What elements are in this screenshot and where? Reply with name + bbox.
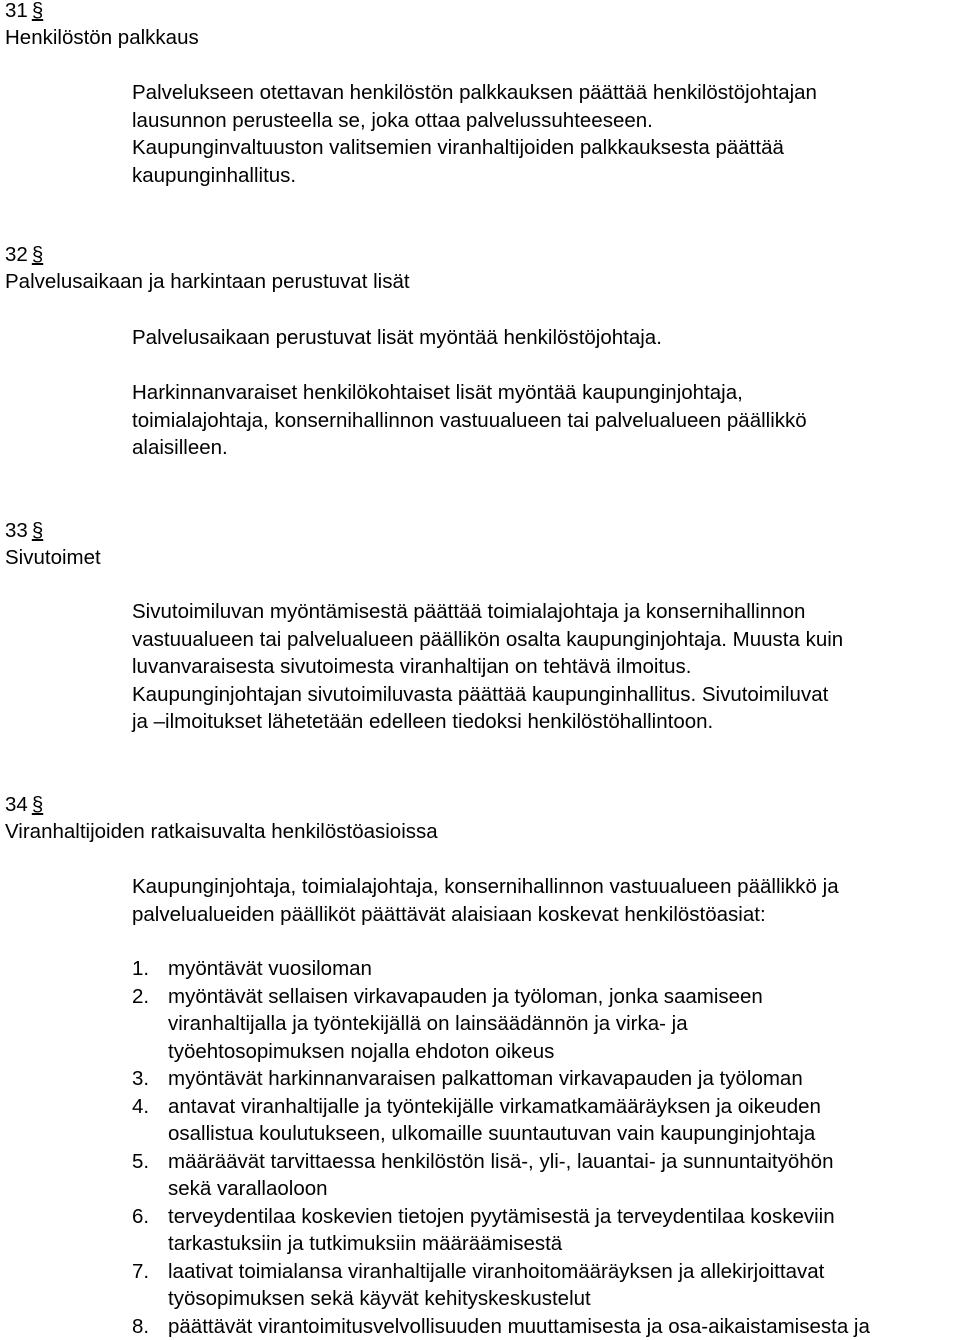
text-line: Kaupunginjohtaja, toimialajohtaja, konsernihallinnon vastuualueen päällikkö ja [132,873,958,901]
text-line: toimialajohtaja, konsernihallinnon vastuualueen tai palvelualueen päällikkö [132,407,958,435]
list-item [132,1065,958,1093]
section-31-number [5,0,43,25]
section-32-paragraph-2 [132,379,958,462]
list-item [132,1258,958,1313]
list-item-text: osallistua koulutukseen, ulkomaille suuntautuvan vain kaupunginjohtaja [168,1120,958,1148]
section-number: 34 [5,793,28,816]
list-item-number: 7. [132,1258,149,1286]
text-line: lausunnon perusteella se, joka ottaa palvelussuhteeseen. [132,107,958,135]
section-31-paragraph-1 [132,79,958,189]
section-sign: § [32,243,43,266]
list-item [132,1313,958,1340]
list-item-text: sekä varallaoloon [168,1175,958,1203]
list-item [132,955,958,983]
text-line: Harkinnanvaraiset henkilökohtaiset lisät myöntää kaupunginjohtaja, [132,379,958,407]
section-number: 32 [5,243,28,266]
section-number: 33 [5,519,28,542]
section-sign: § [32,0,43,22]
decision-list [132,955,958,1340]
list-item-number: 1. [132,955,149,983]
list-item [132,1203,958,1258]
list-item-text: työehtosopimuksen nojalla ehdoton oikeus [168,1038,958,1066]
text-line: Kaupunginjohtajan sivutoimiluvasta päättää kaupunginhallitus. Sivutoimiluvat [132,681,958,709]
text-line: kaupunginhallitus. [132,162,958,190]
list-item-number: 6. [132,1203,149,1231]
list-item-number: 8. [132,1313,149,1340]
list-item-text: antavat viranhaltijalle ja työntekijälle virkamatkamääräyksen ja oikeuden [168,1093,958,1121]
text-line: palvelualueiden päälliköt päättävät alaisiaan koskevat henkilöstöasiat: [132,901,958,929]
list-item-text: määräävät tarvittaessa henkilöstön lisä-, yli-, lauantai- ja sunnuntaityöhön [168,1148,958,1176]
text-line: alaisilleen. [132,434,958,462]
list-item-number: 4. [132,1093,149,1121]
list-item-text: laativat toimialansa viranhaltijalle viranhoitomääräyksen ja allekirjoittavat [168,1258,958,1286]
list-item [132,1093,958,1148]
section-sign: § [32,793,43,816]
list-item-text: tarkastuksiin ja tutkimuksiin määräämisestä [168,1230,958,1258]
section-32-number [5,241,43,269]
section-31-title: Henkilöstön palkkaus [5,24,199,52]
section-34-number [5,791,43,819]
text-line: Kaupunginvaltuuston valitsemien viranhaltijoiden palkkauksesta päättää [132,134,958,162]
section-number: 31 [5,0,28,22]
text-line: Sivutoimiluvan myöntämisestä päättää toimialajohtaja ja konsernihallinnon [132,598,958,626]
section-33-paragraph-1 [132,598,958,736]
section-34-paragraph-1 [132,873,958,928]
text-line: ja –ilmoitukset lähetetään edelleen tiedoksi henkilöstöhallintoon. [132,708,958,736]
list-item [132,1148,958,1203]
list-item-text: viranhaltijalla ja työntekijällä on lainsäädännön ja virka- ja [168,1010,958,1038]
list-item [132,983,958,1066]
section-34-title: Viranhaltijoiden ratkaisuvalta henkilöstöasioissa [5,818,438,846]
list-item-number: 2. [132,983,149,1011]
text-line: Palvelusaikaan perustuvat lisät myöntää henkilöstöjohtaja. [132,324,958,352]
section-32-paragraph-1 [132,324,958,352]
list-item-text: myöntävät harkinnanvaraisen palkattoman virkavapauden ja työloman [168,1065,958,1093]
list-item-number: 5. [132,1148,149,1176]
list-item-text: terveydentilaa koskevien tietojen pyytämisestä ja terveydentilaa koskeviin [168,1203,958,1231]
section-32-title: Palvelusaikaan ja harkintaan perustuvat lisät [5,268,410,296]
section-33-number [5,517,43,545]
text-line: vastuualueen tai palvelualueen päällikön osalta kaupunginjohtaja. Muusta kuin [132,626,958,654]
list-item-text: päättävät virantoimitusvelvollisuuden muuttamisesta ja osa-aikaistamisesta ja [168,1313,958,1340]
text-line: luvanvaraisesta sivutoimesta viranhaltijan on tehtävä ilmoitus. [132,653,958,681]
list-item-text: työsopimuksen sekä käyvät kehityskeskustelut [168,1285,958,1313]
list-item-text: myöntävät vuosiloman [168,955,958,983]
section-33-title: Sivutoimet [5,544,101,572]
list-item-number: 3. [132,1065,149,1093]
section-sign: § [32,519,43,542]
list-item-text: myöntävät sellaisen virkavapauden ja työloman, jonka saamiseen [168,983,958,1011]
text-line: Palvelukseen otettavan henkilöstön palkkauksen päättää henkilöstöjohtajan [132,79,958,107]
